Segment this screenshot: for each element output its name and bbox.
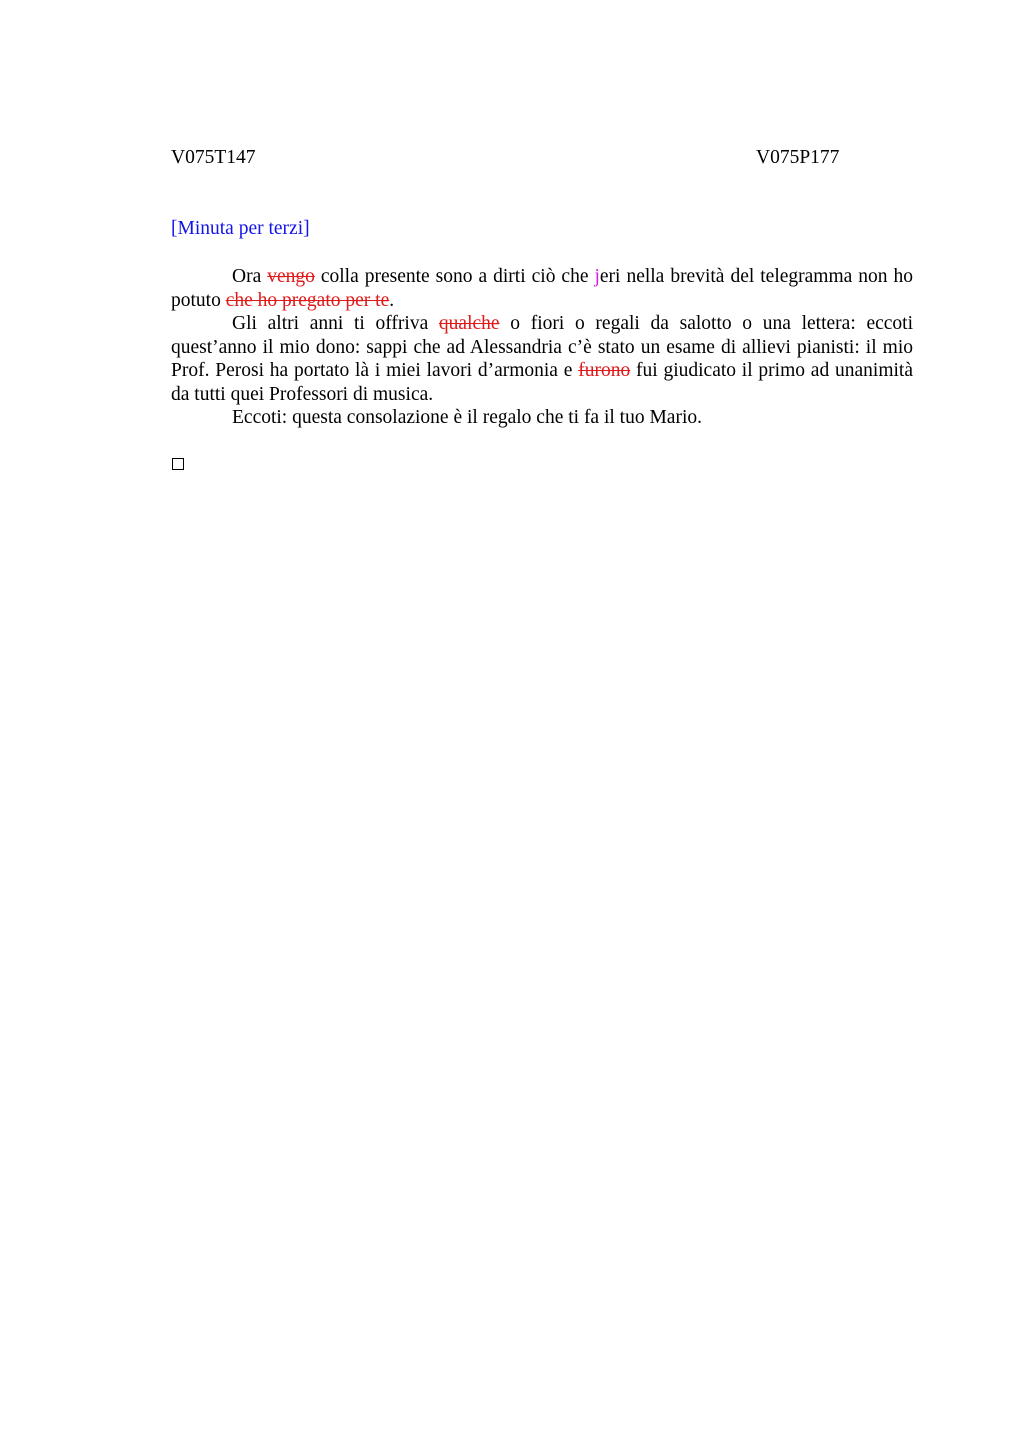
added-text: j bbox=[594, 266, 600, 287]
text-segment: Eccoti: questa consolazione è il regalo che ti fa il tuo Mario. bbox=[232, 407, 702, 428]
document-code-left: V075T147 bbox=[171, 147, 256, 168]
editorial-note: [Minuta per terzi] bbox=[171, 218, 310, 239]
square-icon bbox=[172, 458, 184, 470]
deleted-text: vengo bbox=[267, 266, 315, 287]
deleted-text: qualche bbox=[438, 313, 500, 334]
text-segment: colla presente sono a dirti ciò che bbox=[314, 266, 595, 287]
letter-body bbox=[171, 265, 913, 430]
paragraph-1 bbox=[171, 265, 913, 312]
document-code-right: V075P177 bbox=[756, 147, 840, 168]
text-segment: Gli altri anni ti offriva bbox=[232, 313, 439, 334]
deleted-text: che ho pregato per te bbox=[225, 289, 390, 311]
text-segment: fui giudicato il primo ad unanimità da tutti quei Professori di musica. bbox=[171, 360, 913, 405]
text-segment: Ora bbox=[232, 266, 268, 287]
deleted-text: furono bbox=[578, 360, 631, 381]
paragraph-2 bbox=[171, 312, 913, 406]
text-segment: o fiori o regali da salotto o una lettera: eccoti quest’anno il mio dono: sappi che ad Alessandria c’è stato un esame di allievi pianisti: il mio Prof. Perosi ha portato là i miei lavori d’armonia e bbox=[171, 313, 913, 381]
paragraph-3 bbox=[171, 406, 913, 430]
text-segment: eri nella brevità del telegramma non ho potuto bbox=[171, 266, 913, 311]
text-segment: . bbox=[389, 289, 395, 311]
